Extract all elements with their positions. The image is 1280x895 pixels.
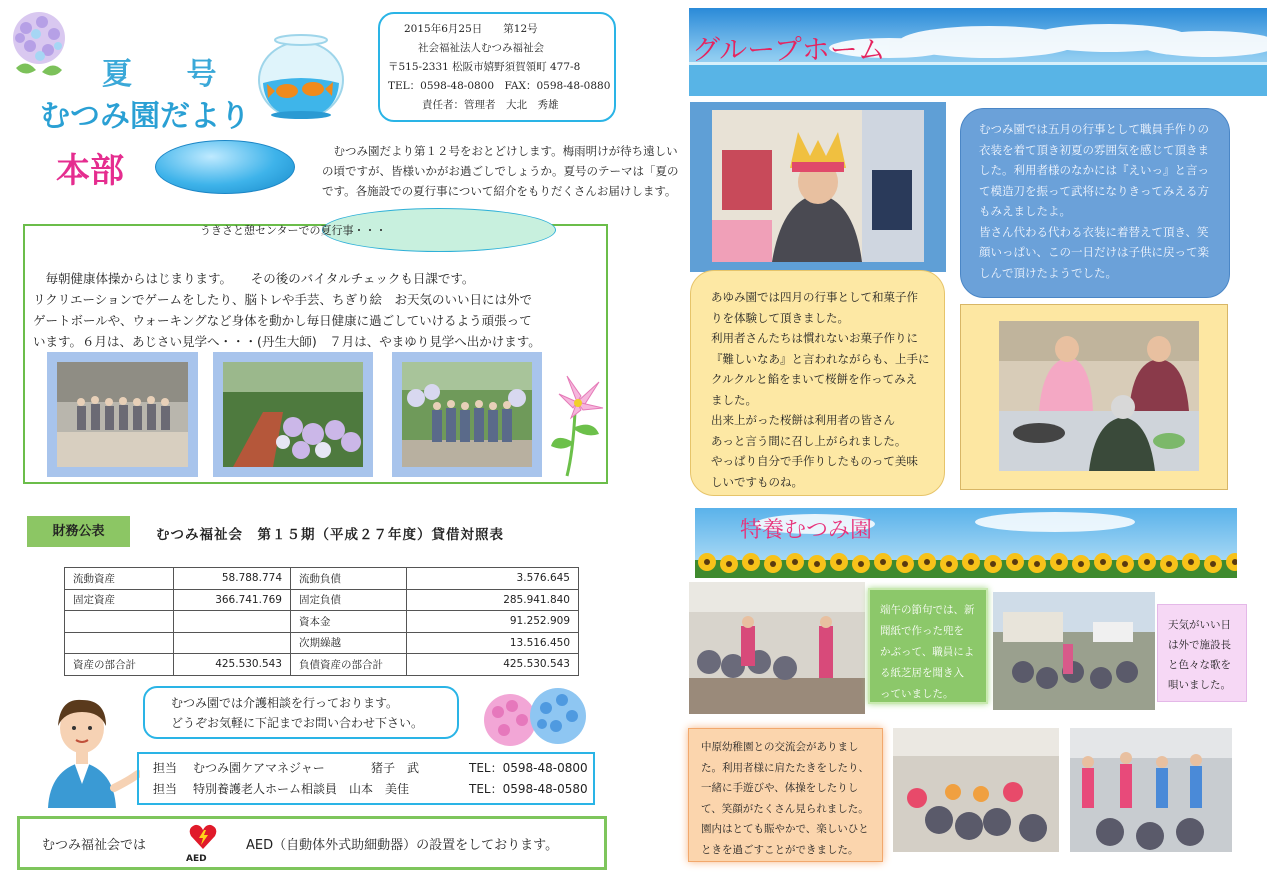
tokuyo-text-orange <box>688 728 883 862</box>
staff-illustration <box>34 688 140 808</box>
table-cell <box>174 632 291 654</box>
text-line: 衣装を着て頂き初夏の雰囲気を感じて頂きま <box>979 142 1209 157</box>
table-cell: 58.788.774 <box>174 568 291 590</box>
contact-tel: TEL：0598-48-0580 <box>469 782 588 796</box>
table-cell: 3.576.645 <box>407 568 579 590</box>
table-cell: 13.516.450 <box>407 632 579 654</box>
text-line: る紙芝居を聞き入 <box>880 667 964 679</box>
honbu-heading: 本部 <box>56 151 124 191</box>
text-line: やっぱり自分で手作りしたものって美味 <box>711 454 918 468</box>
text-line: むつみ園では五月の行事として職員手作りの <box>979 122 1209 136</box>
table-row <box>65 611 579 633</box>
address: 〒515-2331 松阪市嬉野須賀領町 477-8 <box>388 61 581 73</box>
contact-name: 山本 美佳 <box>349 782 410 796</box>
lily-flower-illustration <box>545 372 615 478</box>
newsletter-title-block <box>40 45 270 134</box>
text-line: と色々な歌を <box>1168 659 1231 671</box>
text-line: 一緒に手遊びや、体操をしたりし <box>701 782 859 794</box>
text-line: しんで頂けたようでした。 <box>979 265 1117 280</box>
text-line: て模造刀を振って武将になりきってみえる方 <box>979 183 1209 198</box>
table-cell: 負債資産の部合計 <box>291 654 407 676</box>
table-cell: 366.741.769 <box>174 589 291 611</box>
text-line: 皆さん代わる代わる衣装に着替えて頂き、笑 <box>979 224 1209 239</box>
text-line: ときを過ごすことができました。 <box>701 843 859 856</box>
table-cell <box>174 611 291 633</box>
photo-kindergarten-exercise <box>1070 728 1232 852</box>
intro-line: むつみ園だより第１２号をおとどけします。梅雨明けが待ち遠しい <box>322 144 678 158</box>
photo-seniors-on-bench <box>57 362 188 467</box>
text-line: クルクルと餡をまいて桜餅を作ってみえ <box>711 372 918 386</box>
text-line: 天気がいい日 <box>1168 619 1231 631</box>
center-line: います。６月は、あじさい見学へ・・・(丹生大師) ７月は、やまゆり見学へ出かけます。 <box>33 334 541 349</box>
text-line: しいですものね。 <box>711 474 803 489</box>
text-line: 中原幼稚園との交流会がありまし <box>701 741 859 753</box>
aed-notice-left: むつみ福祉会では <box>42 838 147 853</box>
table-cell: 425.530.543 <box>407 654 579 676</box>
sakuramochi-photo-panel <box>960 304 1228 490</box>
intro-line: の頃ですが、皆様いかがお過ごしでしょうか。夏号のテーマは「夏の <box>322 164 679 178</box>
season-title: 夏 号 <box>102 57 239 92</box>
table-row <box>65 632 579 654</box>
table-cell: 資産の部合計 <box>65 654 174 676</box>
contact-name: 猪子 武 <box>371 761 420 775</box>
editor: 責任者：管理者 大北 秀雄 <box>422 99 559 111</box>
contact-role: 特別養護老人ホーム相談員 <box>193 782 338 796</box>
photo-frame-seniors-bench <box>47 352 198 477</box>
table-row <box>65 654 579 676</box>
hydrangea-pair-illustration <box>476 686 592 750</box>
text-line: 利用者さんたちは慣れないお菓子作りに <box>711 331 918 345</box>
center-section-text <box>33 268 593 352</box>
table-cell: 425.530.543 <box>174 654 291 676</box>
samurai-photo-panel <box>690 102 946 272</box>
text-line: て、笑顔がたくさん見られました。 <box>701 802 869 815</box>
goldfish-bowl-illustration <box>255 27 347 122</box>
newsletter-name: むつみ園だより <box>40 99 250 134</box>
contact-tel: TEL：0598-48-0800 <box>469 761 588 775</box>
text-line: 聞紙で作った兜を <box>880 625 964 637</box>
speech-line: むつみ園では介護相談を行っております。 <box>171 696 399 710</box>
blue-oval-decoration <box>155 140 295 194</box>
text-line: りを体験して頂きました。 <box>711 310 849 325</box>
group-home-heading: グループホーム <box>692 33 886 66</box>
photo-outdoor-singing <box>993 592 1155 710</box>
table-cell <box>65 632 174 654</box>
photo-frame-group-hydrangea <box>392 352 542 477</box>
table-cell: 91.252.909 <box>407 611 579 633</box>
text-line: 唄いました。 <box>1168 679 1231 691</box>
text-line: 端午の節句では、新 <box>880 604 975 616</box>
center-line: リクリエーションでゲームをしたり、脳トレや手芸、ちぎり絵 お天気のいい日には外で <box>33 292 533 307</box>
intro-line: です。各施設での夏行事について紹介をもりだくさんお届けします。 <box>322 184 677 198</box>
contact-row <box>153 758 593 779</box>
text-line: 出来上がった桜餅は利用者の皆さん <box>711 413 895 427</box>
table-cell: 流動負債 <box>291 568 407 590</box>
table-cell: 次期繰越 <box>291 632 407 654</box>
center-line: 毎朝健康体操からはじまります。 その後のバイタルチェックも日課です。 <box>33 271 475 286</box>
table-row <box>65 568 579 590</box>
photo-group-at-hydrangeas <box>402 362 532 467</box>
table-cell: 固定負債 <box>291 589 407 611</box>
center-line: ゲートボールや、ウォーキングなど身体を動かし毎日健康に過ごしていけるよう頑張って <box>33 313 532 328</box>
issue-info-box <box>378 12 616 122</box>
table-cell: 流動資産 <box>65 568 174 590</box>
table-cell <box>65 611 174 633</box>
speech-line: どうぞお気軽に下記までお問い合わせ下さい。 <box>171 716 424 730</box>
honbu-intro <box>322 141 702 201</box>
balance-sheet-table <box>64 567 579 676</box>
group-home-text-yellow <box>690 270 945 496</box>
photo-sakuramochi-making <box>999 321 1199 471</box>
group-home-text-blue <box>960 108 1230 298</box>
table-cell: 資本金 <box>291 611 407 633</box>
aed-logo-text: AED <box>186 854 207 864</box>
text-line: 『難しいなあ』と言われながらも、上手に <box>711 351 930 366</box>
publisher-name: 社会福祉法人むつみ福祉会 <box>418 42 544 54</box>
photo-samurai-costume <box>712 110 924 262</box>
contact-info-box <box>137 752 595 805</box>
text-line: あゆみ園では四月の行事として和菓子作 <box>711 290 918 304</box>
contact-row <box>153 779 593 800</box>
table-cell: 285.941.840 <box>407 589 579 611</box>
consult-speech-bubble <box>143 686 459 739</box>
photo-hydrangea-path <box>223 362 363 467</box>
contact-label: 担当 <box>153 761 178 775</box>
text-line: っていました。 <box>880 688 954 700</box>
text-line: 顔いっぱい、この一日だけは子供に戻って楽 <box>979 245 1209 259</box>
tokuyo-text-pink <box>1157 604 1247 702</box>
table-row <box>65 589 579 611</box>
center-section-title: うきさと憩センターでの夏行事・・・ <box>200 224 387 237</box>
tokuyo-heading: 特養むつみ園 <box>740 518 873 543</box>
finance-tab: 財務公表 <box>27 516 130 547</box>
issue-date: 2015年6月25日 第12号 <box>404 23 538 35</box>
contact-label: 担当 <box>153 782 178 796</box>
tokuyo-text-green <box>868 588 988 704</box>
text-line: 園内はとても賑やかで、楽しいひと <box>701 823 869 835</box>
text-line: ました。 <box>711 392 757 407</box>
phone-fax: TEL：0598-48-0800 FAX：0598-48-0880 <box>388 80 611 92</box>
text-line: あっと言う間に召し上がられました。 <box>711 433 907 448</box>
contact-role: むつみ園ケアマネジャー <box>193 761 325 775</box>
aed-heart-icon <box>188 822 218 852</box>
text-line: は外で施設長 <box>1168 639 1231 651</box>
table-cell: 固定資産 <box>65 589 174 611</box>
text-line: した。利用者様のなかには『えいっ』と言っ <box>979 163 1209 177</box>
text-line: もみえましたよ。 <box>979 204 1071 218</box>
aed-notice-right: AED（自動体外式助細動器）の設置をしております。 <box>246 838 559 853</box>
photo-kamishibai-room <box>689 582 865 714</box>
text-line: かぶって、職員によ <box>880 646 975 658</box>
photo-frame-hydrangea-path <box>213 352 373 477</box>
finance-title: むつみ福祉会 第１５期（平成２７年度）貸借対照表 <box>156 527 504 543</box>
text-line: た。利用者様に肩たたきをしたり、 <box>701 761 869 774</box>
photo-kindergarten-visit <box>893 728 1059 852</box>
